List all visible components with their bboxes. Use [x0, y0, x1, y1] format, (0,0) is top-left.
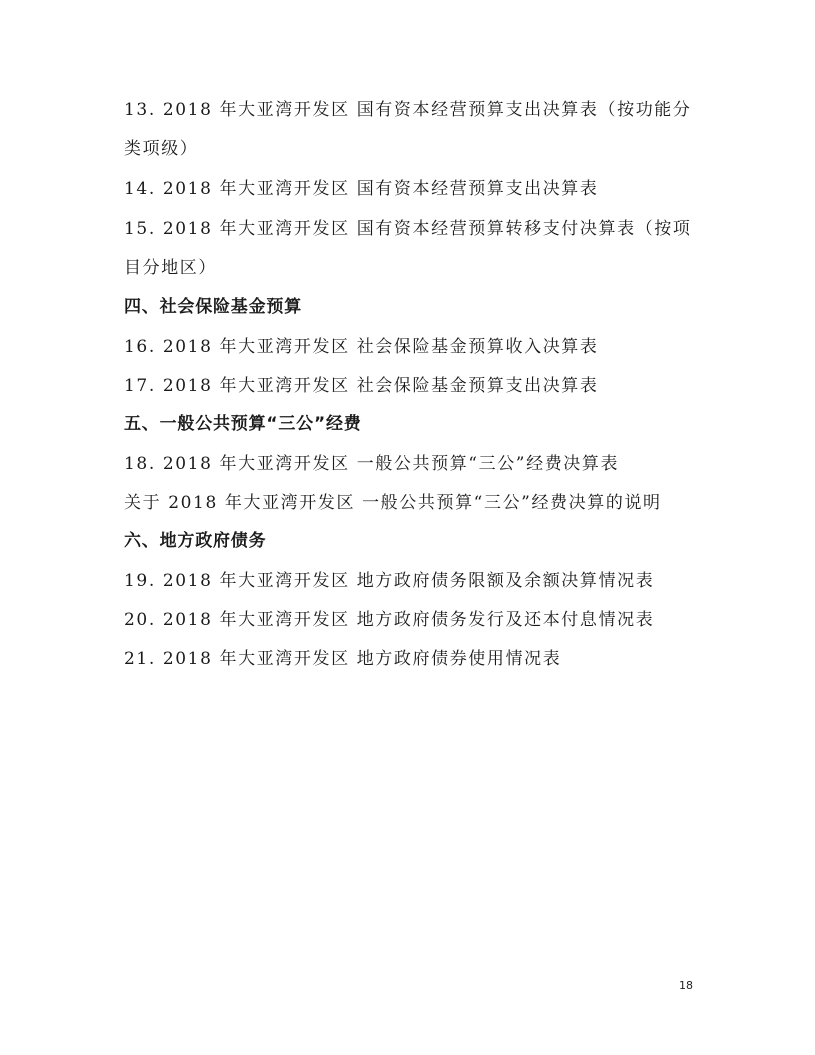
toc-item-19: 19. 2018 年大亚湾开发区 地方政府债务限额及余额决算情况表 [124, 571, 655, 591]
toc-item-17: 17. 2018 年大亚湾开发区 社会保险基金预算支出决算表 [124, 376, 599, 396]
section-heading-social-insurance: 四、社会保险基金预算 [124, 297, 302, 317]
toc-item-21: 21. 2018 年大亚湾开发区 地方政府债券使用情况表 [124, 649, 562, 669]
toc-item-15: 15. 2018 年大亚湾开发区 国有资本经营预算转移支付决算表（按项 [124, 219, 692, 239]
toc-item-14: 14. 2018 年大亚湾开发区 国有资本经营预算支出决算表 [124, 179, 599, 199]
page-number: 18 [679, 979, 693, 992]
section-heading-local-government-debt: 六、地方政府债务 [124, 531, 267, 551]
toc-item-explanation: 关于 2018 年大亚湾开发区 一般公共预算“三公”经费决算的说明 [124, 493, 662, 513]
toc-item-13-continuation: 类项级） [124, 139, 199, 159]
section-heading-three-public-expenses: 五、一般公共预算“三公”经费 [124, 414, 362, 434]
toc-item-16: 16. 2018 年大亚湾开发区 社会保险基金预算收入决算表 [124, 337, 599, 357]
toc-item-18: 18. 2018 年大亚湾开发区 一般公共预算“三公”经费决算表 [124, 454, 620, 474]
toc-item-13: 13. 2018 年大亚湾开发区 国有资本经营预算支出决算表（按功能分 [124, 100, 692, 120]
toc-item-15-continuation: 目分地区） [124, 258, 217, 278]
toc-item-20: 20. 2018 年大亚湾开发区 地方政府债务发行及还本付息情况表 [124, 610, 655, 630]
